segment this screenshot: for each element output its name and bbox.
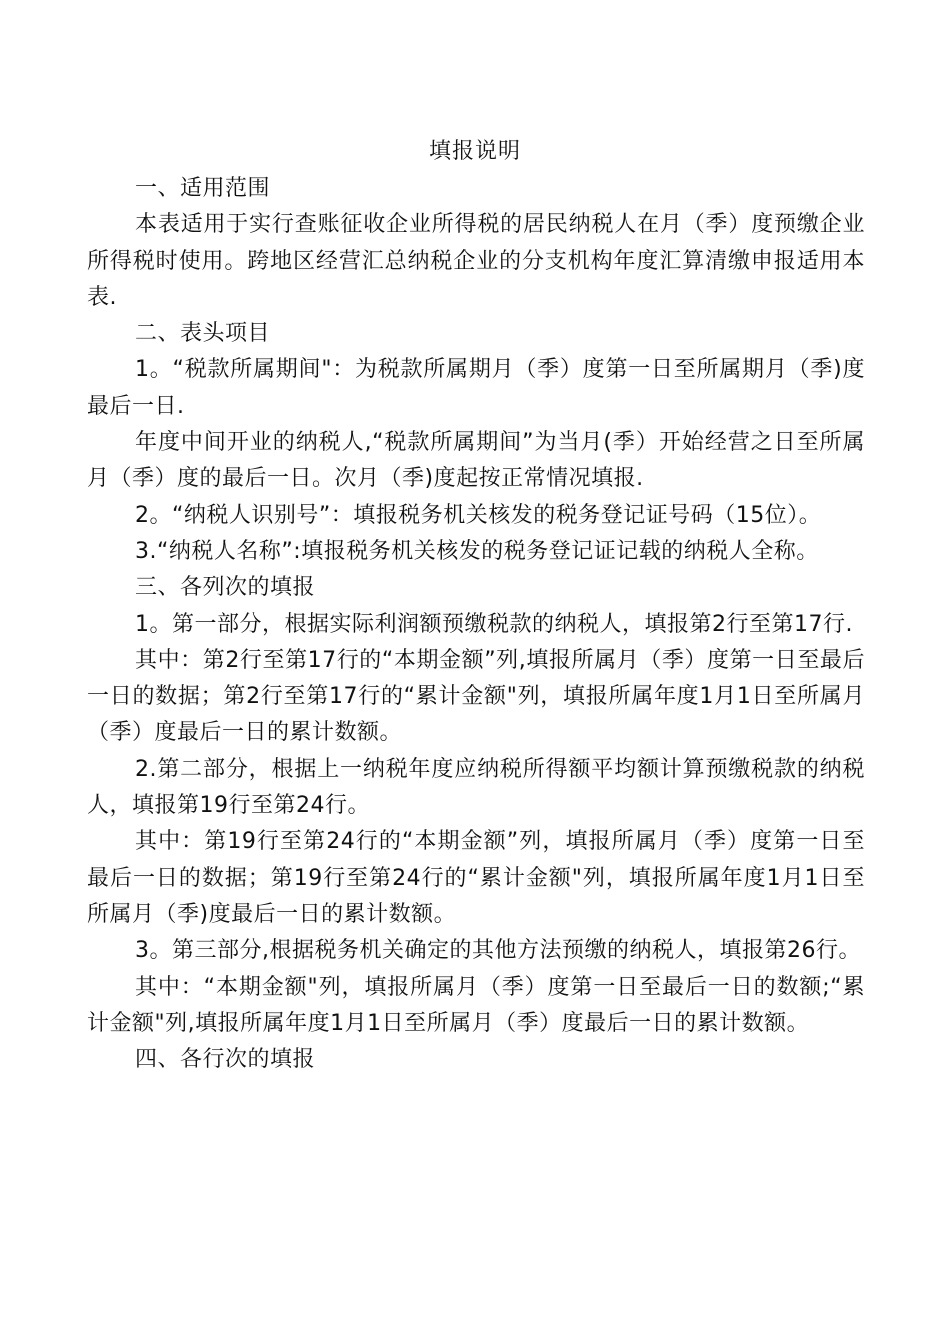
section-heading-columns: 三、各列次的填报	[135, 575, 316, 601]
paragraph-taxpayer-name: 3.“纳税人名称”:填报税务机关核发的税务登记证记载的纳税人全称。	[135, 538, 819, 564]
paragraph-part-three-detail: 其中：“本期金额"列，填报所属月（季）度第一日至最后一日的数额;“累计金额"列,填报所属年度1月1日至所属月（季）度最后一日的累计数额。	[87, 974, 865, 1036]
document-title: 填报说明	[428, 139, 521, 164]
document-body	[87, 171, 865, 1078]
paragraph-part-two-detail: 其中：第19行至第24行的“本期金额”列，填报所属月（季）度第一日至最后一日的数据；第19行至第24行的“累计金额"列，填报所属年度1月1日至所属月（季)度最后一日的累计数额。	[87, 829, 865, 927]
paragraph-tax-period: 1。“税款所属期间"：为税款所属期月（季）度第一日至所属期月（季)度最后一日.	[87, 357, 865, 419]
paragraph-taxpayer-id: 2。“纳税人识别号”：填报税务机关核发的税务登记证号码（15位）。	[135, 502, 822, 528]
paragraph-part-two: 2.第二部分，根据上一纳税年度应纳税所得额平均额计算预缴税款的纳税人，填报第19行至第24行。	[87, 756, 865, 819]
paragraph-scope-description: 本表适用于实行查账征收企业所得税的居民纳税人在月（季）度预缴企业所得税时使用。跨地区经营汇总纳税企业的分支机构年度汇算清缴申报适用本表.	[87, 212, 865, 310]
paragraph-mid-year-opening: 年度中间开业的纳税人,“税款所属期间”为当月(季）开始经营之日至所属月（季）度的最后一日。次月（季)度起按正常情况填报.	[87, 430, 865, 492]
section-heading-rows: 四、各行次的填报	[135, 1047, 316, 1073]
paragraph-part-one-detail: 其中：第2行至第17行的“本期金额”列,填报所属月（季）度第一日至最后一日的数据；第2行至第17行的“累计金额"列，填报所属年度1月1日至所属月（季）度最后一日的累计数额。	[87, 647, 865, 746]
paragraph-part-three: 3。第三部分,根据税务机关确定的其他方法预缴的纳税人，填报第26行。	[135, 938, 861, 964]
section-heading-scope: 一、适用范围	[135, 176, 271, 201]
section-heading-header-items: 二、表头项目	[135, 321, 271, 347]
paragraph-part-one: 1。第一部分，根据实际利润额预缴税款的纳税人，填报第2行至第17行.	[135, 611, 853, 637]
